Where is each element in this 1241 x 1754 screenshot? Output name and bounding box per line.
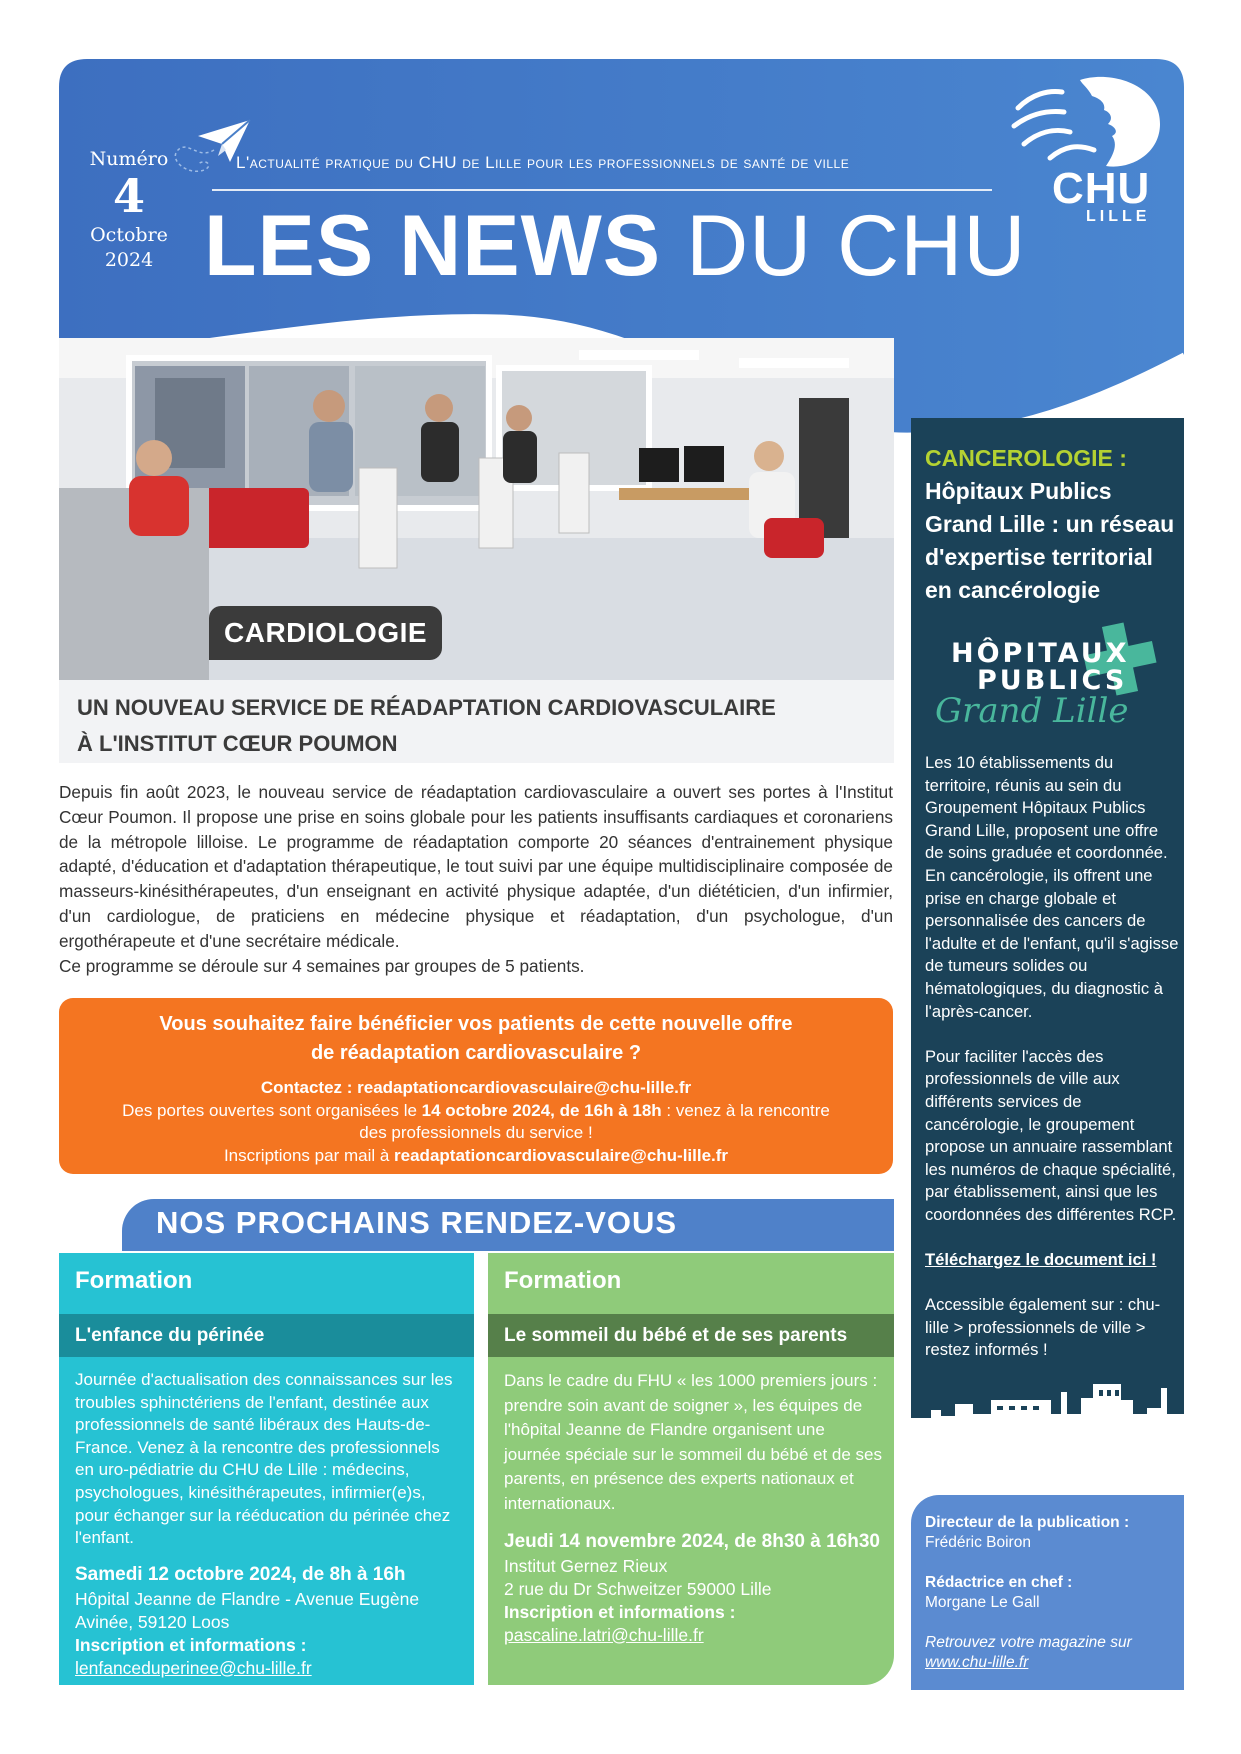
hero-section — [59, 338, 894, 763]
magazine-url-link[interactable]: www.chu-lille.fr — [925, 1654, 1029, 1671]
sidebar-headline — [925, 442, 1181, 607]
contact-callout — [59, 998, 893, 1174]
event-description: Dans le cadre du FHU « les 1000 premiers jours : prendre soin avant de soigner », les équipes de l'hôpital Jeanne de Flandre organisent une journée spéciale sur le sommeil du bébé et de ses parents, en présence des experts nationaux et internationaux. — [504, 1371, 882, 1513]
sidebar-paragraph-2: Pour faciliter l'accès des professionnels de ville aux différents services de cancérologie, le groupement propose un annuaire rassemblant les numéros de chaque spécialité, par établissement, ainsi que les coordonnées des différentes RCP. — [925, 1046, 1177, 1224]
sidebar-body — [925, 752, 1180, 1362]
article-paragraph: Depuis fin août 2023, le nouveau service de réadaptation cardiovasculaire a ouvert ses portes à l'Institut Cœur Poumon. Il propose une prise en soins globale pour les patients insuffisants cardiaques et coronariens de la métropole lilloise. Le programme de réadaptation comporte 20 séances d'entrainement physique adapté, d'éducation et d'adaptation thérapeutique, le tout suivi par une équipe multidisciplinaire composée de masseurs-kinésithérapeutes, d'un enseignant en activité physique adaptée, d'un diététicien, d'un infirmier, d'un cardiologue, de praticiens en médecine physique et réadaptation, d'un psychologue, d'un ergothérapeute et d'une secrétaire médicale. — [59, 782, 893, 951]
sidebar-paragraph-1: Les 10 établissements du territoire, réunis au sein du Groupement Hôpitaux Publics Grand Lille, proposent une offre de soins graduée et coordonnée. En cancérologie, ils offrent une prise en charge globale et personnalisée des cancers de l'adulte et de l'enfant, qu'il s'agisse de tumeurs solides ou hématologiques, du diagnostic à l'après-cancer. — [925, 753, 1179, 1021]
article-body — [59, 780, 893, 978]
tagline-rule — [212, 189, 992, 191]
event-date: Samedi 12 octobre 2024, de 8h à 16h — [75, 1563, 406, 1585]
sidebar-title: Hôpitaux Publics Grand Lille : un réseau d'expertise territorial en cancérologie — [925, 478, 1175, 603]
sidebar-paragraph-3: Accessible également sur : chu-lille > professionnels de ville > restez informés ! — [925, 1295, 1161, 1360]
hero-headline-line-1: UN NOUVEAU SERVICE DE RÉADAPTATION CARDIOVASCULAIRE — [77, 695, 776, 720]
plane-trail-icon — [158, 140, 218, 180]
callout-contact[interactable]: Contactez : readaptationcardiovasculaire@chu-lille.fr — [260, 1078, 692, 1097]
event-type-label: Formation — [75, 1267, 193, 1294]
event-email-link[interactable]: lenfanceduperinee@chu-lille.fr — [75, 1657, 312, 1678]
issue-label: Numéro — [89, 148, 169, 170]
event-card-sommeil — [488, 1253, 894, 1685]
issue-number: 4 — [112, 169, 145, 223]
hero-headline-line-2: À L'INSTITUT CŒUR POUMON — [77, 731, 398, 756]
event-type-label: Formation — [504, 1267, 622, 1294]
event-body — [75, 1369, 462, 1680]
callout-open-days-2: des professionnels du service ! — [359, 1123, 593, 1142]
issue-month: Octobre — [90, 224, 168, 246]
rehab-room-photo — [59, 338, 894, 680]
tagline: L'actualité pratique du CHU de Lille pour les professionnels de santé de ville — [236, 153, 850, 172]
event-address-2: 2 rue du Dr Schweitzer 59000 Lille — [504, 1578, 772, 1599]
director-name: Frédéric Boiron — [925, 1534, 1031, 1551]
callout-mail[interactable]: Inscriptions par mail à readaptationcardiovasculaire@chu-lille.fr — [223, 1145, 729, 1165]
sidebar-accent: CANCEROLOGIE : — [925, 445, 1127, 471]
article-last-line: Ce programme se déroule sur 4 semaines par groupes de 5 patients. — [59, 955, 585, 976]
events-title: NOS PROCHAINS RENDEZ-VOUS — [156, 1205, 678, 1240]
event-subtitle: Le sommeil du bébé et de ses parents — [488, 1314, 894, 1357]
event-address-1: Institut Gernez Rieux — [504, 1555, 668, 1576]
callout-open-days: Des portes ouvertes sont organisées le 14 octobre 2024, de 16h à 18h : venez à la rencontre — [122, 1100, 830, 1120]
logo-chu: CHU — [1052, 164, 1151, 213]
chu-logo-face-icon — [1010, 74, 1166, 174]
event-description: Journée d'actualisation des connaissances sur les troubles sphinctériens de l'enfant, destinée aux professionnels de santé libéraux des Hauts-de-France. Venez à la rencontre des professionnels en uro-pédiatrie du CHU de Lille : médecins, psychologues, kinésithérapeutes, infirmier(e)s, pour échanger sur la rééducation du périnée chez l'enfant. — [75, 1370, 453, 1548]
logo-lille: LILLE — [1086, 208, 1151, 225]
editor-role: Rédactrice en chef : — [925, 1574, 1073, 1591]
logo-text-grand-lille: Grand Lille — [935, 691, 1129, 731]
event-email-link[interactable]: pascaline.latri@chu-lille.fr — [504, 1624, 704, 1645]
event-address: Hôpital Jeanne de Flandre - Avenue Eugène Avinée, 59120 Loos — [75, 1588, 420, 1632]
event-card-perinee — [59, 1253, 474, 1685]
logo-text-publics: PUBLICS — [977, 665, 1128, 696]
publication-credits — [911, 1495, 1184, 1690]
title-bold: LES NEWS — [204, 198, 662, 294]
issue-year: 2024 — [104, 249, 154, 271]
category-badge: CARDIOLOGIE — [209, 606, 442, 660]
title-light: DU CHU — [686, 198, 1027, 294]
newsletter-title — [204, 196, 1027, 296]
magazine-note: Retrouvez votre magazine sur — [925, 1634, 1132, 1651]
event-inscription-label: Inscription et informations : — [504, 1601, 736, 1622]
event-subtitle: L'enfance du périnée — [59, 1314, 474, 1357]
director-role: Directeur de la publication : — [925, 1514, 1130, 1531]
logo-text-hopitaux: HÔPITAUX — [951, 638, 1130, 669]
event-body — [504, 1369, 882, 1647]
event-date: Jeudi 14 novembre 2024, de 8h30 à 16h30 — [504, 1530, 880, 1552]
callout-question-2: de réadaptation cardiovasculaire ? — [310, 1042, 642, 1064]
sidebar-cancerologie — [911, 418, 1184, 1430]
hero-headline — [77, 690, 776, 762]
sidebar-download-link[interactable]: Téléchargez le document ici ! — [925, 1250, 1157, 1270]
city-skyline-icon — [911, 1370, 1184, 1430]
callout-question-1: Vous souhaitez faire bénéficier vos patients de cette nouvelle offre — [159, 1013, 793, 1035]
event-inscription-label: Inscription et informations : — [75, 1634, 307, 1655]
hopitaux-publics-grand-lille-logo — [921, 614, 1171, 734]
editor-name: Morgane Le Gall — [925, 1594, 1040, 1611]
